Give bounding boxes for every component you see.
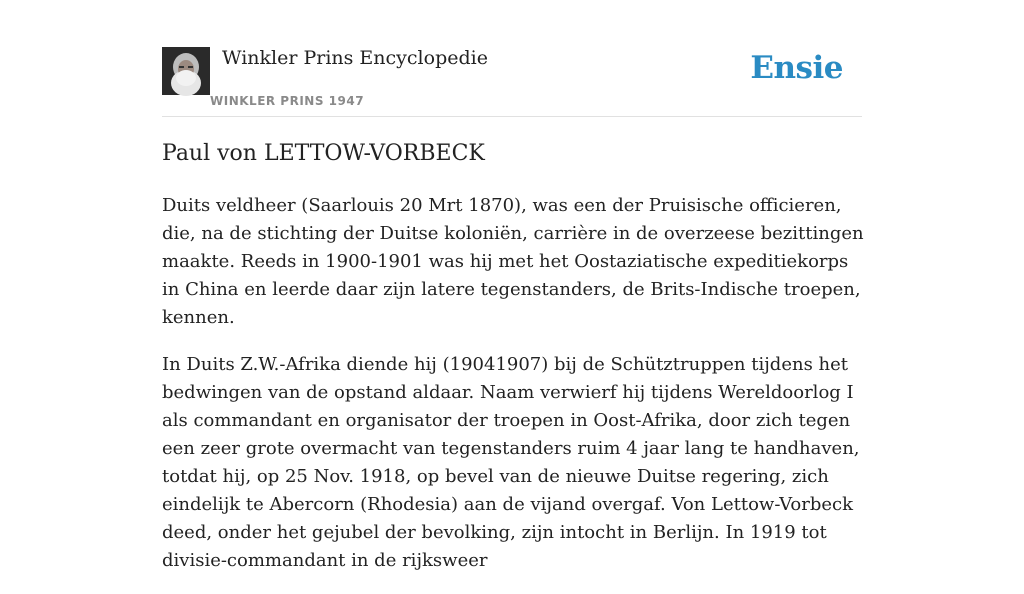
article-paragraph: Duits veldheer (Saarlouis 20 Mrt 1870), was een der Pruisische officieren, die, na de stichting der Duitse koloniën, carrière in de overzeese bezittingen maakte. Reeds in 1900-1901 was hij met het Oostaziatische expeditiekorps in China en leerde daar zijn latere tegenstanders, de Brits-Indische troepen, kennen. [162, 195, 864, 328]
portrait-photo-icon [162, 47, 210, 95]
avatar[interactable] [162, 47, 210, 95]
page [162, 0, 864, 571]
edition-label[interactable]: WINKLER PRINS 1947 [210, 94, 365, 108]
article-paragraph: In Duits Z.W.-Afrika diende hij (19041907) bij de Schütztruppen tijdens het bedwingen van de opstand aldaar. Naam verwierf hij tijdens Wereldoorlog I als commandant en organisator der troepen in Oost-Afrika, door zich tegen een zeer grote overmacht van tegenstanders ruim 4 jaar lang te handhaven, totdat hij, op 25 Nov. 1918, op bevel van de nieuwe Duitse regering, zich eindelijk te Abercorn (Rhodesia) aan de vijand overgaf. Von Lettow-Vorbeck deed, onder het gejubel der bevolking, zijn intocht in Berlijn. In 1919 tot divisie-commandant in de rijksweer [162, 354, 860, 571]
article-title: Paul von LETTOW-VORBECK [162, 141, 485, 166]
brand-logo[interactable]: Ensie [750, 50, 843, 86]
site-header [162, 0, 862, 117]
site-title[interactable]: Winkler Prins Encyclopedie [222, 47, 488, 69]
article-body [162, 192, 867, 594]
